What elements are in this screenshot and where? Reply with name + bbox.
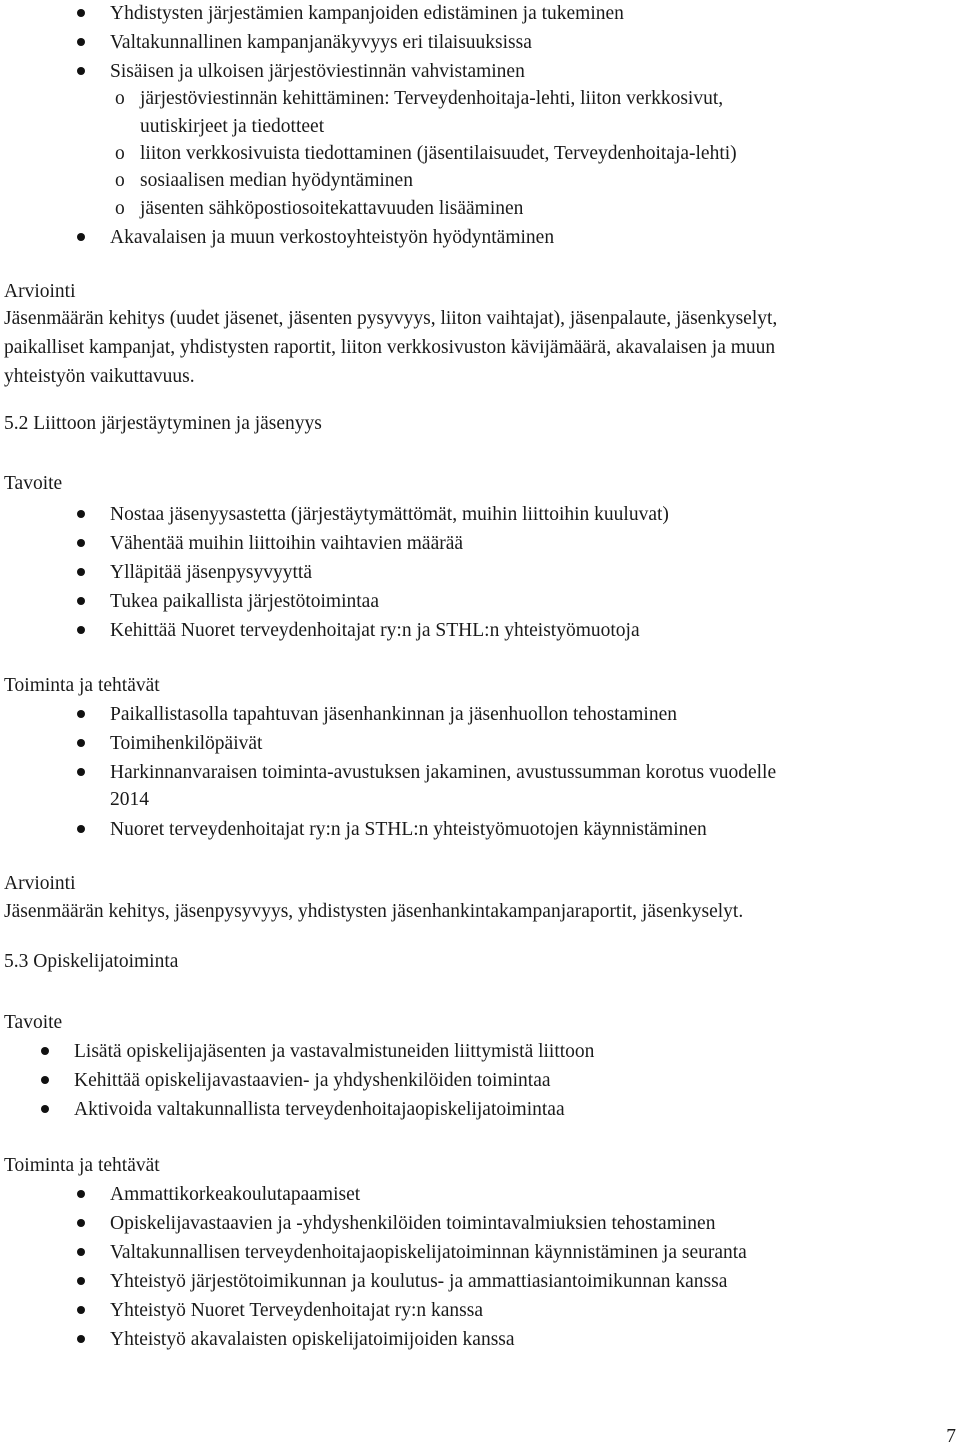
list-item: Kehittää Nuoret terveydenhoitajat ry:n ja STHL:n yhteistyömuotoja bbox=[110, 620, 640, 641]
list-item: Ylläpitää jäsenpysyvyyttä bbox=[110, 562, 312, 583]
bullet-dot bbox=[77, 1190, 85, 1198]
bullet-dot bbox=[77, 233, 85, 241]
sub-list-item: sosiaalisen median hyödyntäminen bbox=[140, 170, 413, 191]
bullet-dot bbox=[77, 597, 85, 605]
sub-list-item: järjestöviestinnän kehittäminen: Terveydenhoitaja-lehti, liiton verkkosivut, bbox=[140, 88, 724, 109]
paragraph-line: Jäsenmäärän kehitys (uudet jäsenet, jäsenten pysyvyys, liiton vaihtajat), jäsenpalaute, jäsenkyselyt, bbox=[4, 308, 778, 329]
list-item: Aktivoida valtakunnallista terveydenhoitajaopiskelijatoimintaa bbox=[74, 1099, 565, 1120]
bullet-dot bbox=[77, 1335, 85, 1343]
arviointi-paragraph bbox=[4, 304, 954, 391]
bullet-dot bbox=[77, 568, 85, 576]
sub-list-item: jäsenten sähköpostiosoitekattavuuden lisääminen bbox=[140, 198, 524, 219]
bullet-dot bbox=[77, 67, 85, 75]
sub-bullet-marker: o bbox=[115, 88, 125, 109]
list-item: Nuoret terveydenhoitajat ry:n ja STHL:n yhteistyömuotojen käynnistäminen bbox=[110, 819, 707, 840]
list-item: Yhteistyö Nuoret Terveydenhoitajat ry:n kanssa bbox=[110, 1300, 484, 1321]
list-item: Paikallistasolla tapahtuvan jäsenhankinnan ja jäsenhuollon tehostaminen bbox=[110, 704, 677, 725]
bullet-dot bbox=[77, 1277, 85, 1285]
list-item-continuation: 2014 bbox=[110, 789, 149, 810]
bullet-dot bbox=[77, 768, 85, 776]
subheading-toiminta: Toiminta ja tehtävät bbox=[4, 1155, 160, 1176]
sub-list-item: liiton verkkosivuista tiedottaminen (jäsentilaisuudet, Terveydenhoitaja-lehti) bbox=[140, 143, 737, 164]
subheading-arviointi: Arviointi bbox=[4, 281, 76, 302]
bullet-dot bbox=[77, 739, 85, 747]
list-item: Yhteistyö akavalaisten opiskelijatoimijoiden kanssa bbox=[110, 1329, 515, 1350]
bullet-dot bbox=[41, 1047, 49, 1055]
list-item: Akavalaisen ja muun verkostoyhteistyön hyödyntäminen bbox=[110, 227, 555, 248]
list-item: Lisätä opiskelijajäsenten ja vastavalmistuneiden liittymistä liittoon bbox=[74, 1041, 595, 1062]
bullet-dot bbox=[77, 1219, 85, 1227]
sub-bullet-marker: o bbox=[115, 143, 125, 164]
subheading-arviointi: Arviointi bbox=[4, 873, 76, 894]
list-item: Kehittää opiskelijavastaavien- ja yhdyshenkilöiden toimintaa bbox=[74, 1070, 551, 1091]
list-item: Tukea paikallista järjestötoimintaa bbox=[110, 591, 379, 612]
bullet-dot bbox=[77, 1248, 85, 1256]
list-item: Yhteistyö järjestötoimikunnan ja koulutus- ja ammattiasiantoimikunnan kanssa bbox=[110, 1271, 728, 1292]
bullet-dot bbox=[77, 510, 85, 518]
bullet-dot bbox=[41, 1105, 49, 1113]
list-item: Toimihenkilöpäivät bbox=[110, 733, 263, 754]
paragraph-line: yhteistyön vaikuttavuus. bbox=[4, 366, 195, 387]
list-item: Opiskelijavastaavien ja -yhdyshenkilöiden toimintavalmiuksien tehostaminen bbox=[110, 1213, 716, 1234]
bullet-dot bbox=[77, 539, 85, 547]
list-item: Valtakunnallisen terveydenhoitajaopiskelijatoiminnan käynnistäminen ja seuranta bbox=[110, 1242, 747, 1263]
subheading-tavoite: Tavoite bbox=[4, 473, 63, 494]
subheading-toiminta: Toiminta ja tehtävät bbox=[4, 675, 160, 696]
list-item: Harkinnanvaraisen toiminta-avustuksen jakaminen, avustussumman korotus vuodelle bbox=[110, 762, 777, 783]
list-item: Valtakunnallinen kampanjanäkyvyys eri tilaisuuksissa bbox=[110, 32, 532, 53]
arviointi-paragraph: Jäsenmäärän kehitys, jäsenpysyvyys, yhdistysten jäsenhankintakampanjaraportit, jäsenkyselyt. bbox=[4, 901, 744, 922]
bullet-dot bbox=[77, 710, 85, 718]
sub-bullet-marker: o bbox=[115, 198, 125, 219]
bullet-dot bbox=[77, 825, 85, 833]
list-item: Vähentää muihin liittoihin vaihtavien määrää bbox=[110, 533, 464, 554]
paragraph-line: paikalliset kampanjat, yhdistysten raportit, liiton verkkosivuston kävijämäärä, akavalaisen ja muun bbox=[4, 337, 776, 358]
subheading-tavoite: Tavoite bbox=[4, 1012, 63, 1033]
bullet-dot bbox=[77, 9, 85, 17]
list-item: Sisäisen ja ulkoisen järjestöviestinnän vahvistaminen bbox=[110, 61, 525, 82]
list-item: Ammattikorkeakoulutapaamiset bbox=[110, 1184, 361, 1205]
sub-list-item-continuation: uutiskirjeet ja tiedotteet bbox=[140, 116, 325, 137]
list-item: Yhdistysten järjestämien kampanjoiden edistäminen ja tukeminen bbox=[110, 3, 624, 24]
bullet-dot bbox=[77, 38, 85, 46]
bullet-dot bbox=[77, 626, 85, 634]
bullet-dot bbox=[41, 1076, 49, 1084]
sub-bullet-marker: o bbox=[115, 170, 125, 191]
section-title-5-2: 5.2 Liittoon järjestäytyminen ja jäsenyys bbox=[4, 413, 322, 434]
bullet-dot bbox=[77, 1306, 85, 1314]
page-number: 7 bbox=[946, 1426, 956, 1447]
list-item: Nostaa jäsenyysastetta (järjestäytymättömät, muihin liittoihin kuuluvat) bbox=[110, 504, 669, 525]
section-title-5-3: 5.3 Opiskelijatoiminta bbox=[4, 951, 179, 972]
